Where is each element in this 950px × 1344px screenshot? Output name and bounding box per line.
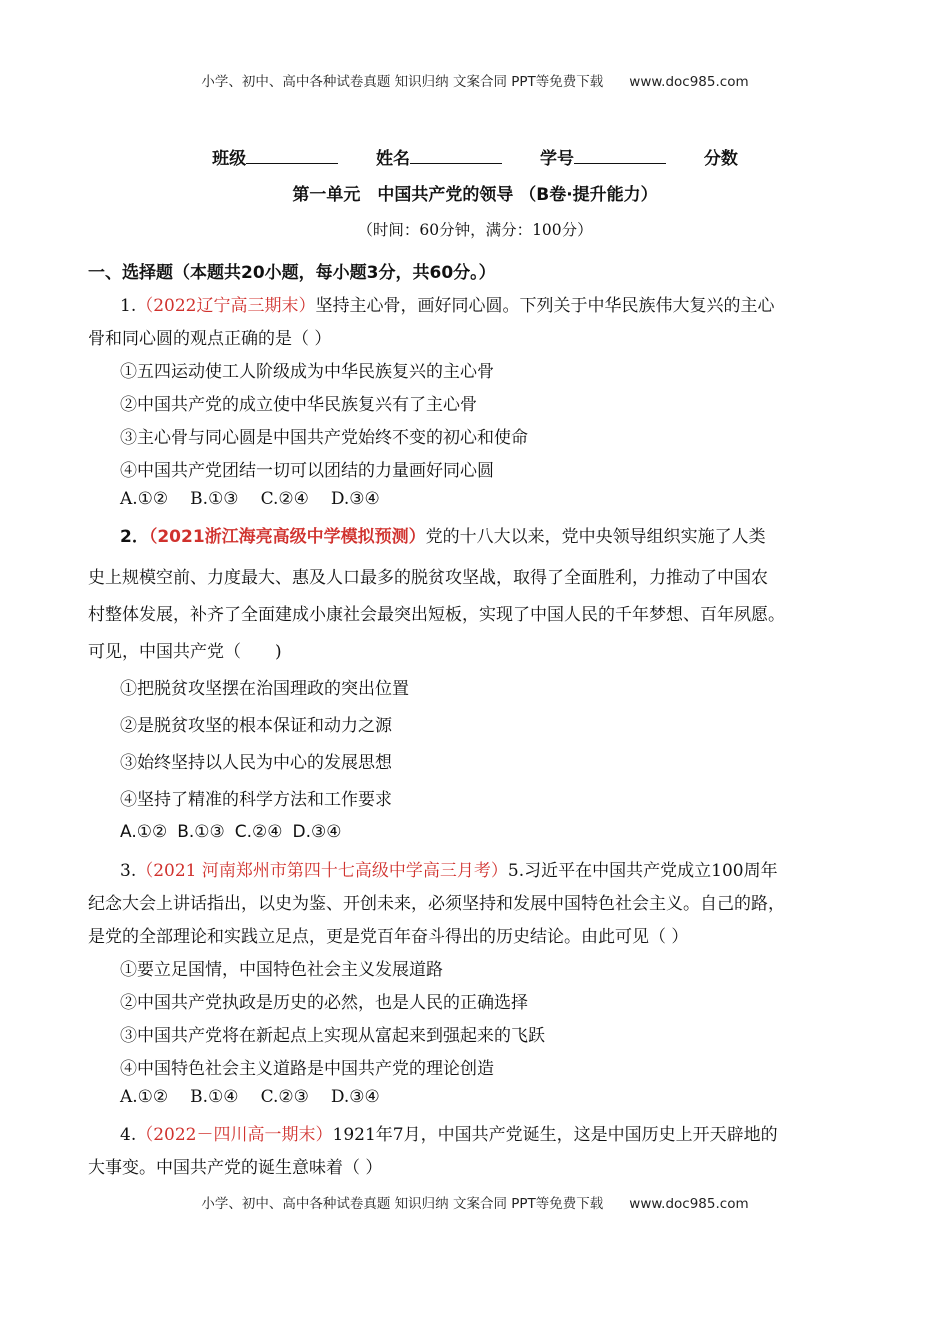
banner-site: www.doc985.com <box>629 74 749 90</box>
question-4-stem-line: 大事变。中国共产党的诞生意味着（ ） <box>88 1158 383 1178</box>
question-2-stem-line: 村整体发展，补齐了全面建成小康社会最突出短板，实现了中国人民的千年梦想、百年夙愿。 <box>88 605 785 625</box>
question-1-options <box>120 489 402 509</box>
top-banner <box>0 70 950 90</box>
question-2-item: ①把脱贫攻坚摆在治国理政的突出位置 <box>120 679 409 699</box>
bottom-banner <box>0 1192 950 1212</box>
option-b[interactable]: B.①③ <box>190 489 239 509</box>
question-2-item: ③始终坚持以人民为中心的发展思想 <box>120 753 392 773</box>
question-2-stem-line: 可见，中国共产党（ ) <box>88 642 282 662</box>
option-b[interactable]: B.①③ <box>177 822 225 842</box>
option-c[interactable]: C.②④ <box>260 489 309 509</box>
page-title: 第一单元 中国共产党的领导 （B卷·提升能力） <box>292 185 658 205</box>
student-id-field: 学号 <box>540 144 666 169</box>
banner-text: 小学、初中、高中各种试卷真题 知识归纳 文案合同 PPT等免费下载 <box>201 74 604 90</box>
question-source: （2022辽宁高三期末） <box>136 296 316 316</box>
question-source: （2021浙江海亮高级中学模拟预测） <box>148 527 426 547</box>
banner-site: www.doc985.com <box>629 1196 749 1212</box>
question-1-stem-line: 骨和同心圆的观点正确的是（ ） <box>88 329 332 349</box>
question-3-stem-line: 纪念大会上讲话指出，以史为鉴、开创未来，必须坚持和发展中国特色社会主义。自己的路， <box>88 894 785 914</box>
question-3-options <box>120 1087 402 1107</box>
question-1-item: ①五四运动使工人阶级成为中华民族复兴的主心骨 <box>120 362 494 382</box>
question-3-stem-line: 3.（2021 河南郑州市第四十七高级中学高三月考）5.习近平在中国共产党成立100周年 <box>120 861 778 881</box>
option-a[interactable]: A.①② <box>120 1087 169 1107</box>
option-d[interactable]: D.③④ <box>292 822 342 842</box>
option-c[interactable]: C.②③ <box>260 1087 309 1107</box>
student-info-row <box>0 144 950 169</box>
section-heading: 一、选择题（本题共20小题，每小题3分，共60分。） <box>88 263 496 283</box>
name-field: 姓名 <box>376 144 502 169</box>
question-2-stem-line: 2．（2021浙江海亮高级中学模拟预测）党的十八大以来，党中央领导组织实施了人类 <box>120 527 766 547</box>
question-3-stem-line: 是党的全部理论和实践立足点，更是党百年奋斗得出的历史结论。由此可见（ ） <box>88 927 689 947</box>
class-field: 班级 <box>212 144 338 169</box>
question-4-stem-line: 4.（2022－四川高一期末）1921年7月，中国共产党诞生，这是中国历史上开天辟地的 <box>120 1125 778 1145</box>
question-2-item: ④坚持了精准的科学方法和工作要求 <box>120 790 392 810</box>
exam-subtitle: （时间：60分钟，满分：100分） <box>357 221 593 239</box>
banner-text: 小学、初中、高中各种试卷真题 知识归纳 文案合同 PPT等免费下载 <box>201 1196 604 1212</box>
question-2-options <box>120 822 352 842</box>
question-1-stem-line: 1.（2022辽宁高三期末）坚持主心骨，画好同心圆。下列关于中华民族伟大复兴的主心 <box>120 296 775 316</box>
option-d[interactable]: D.③④ <box>330 1087 380 1107</box>
question-3-item: ②中国共产党执政是历史的必然，也是人民的正确选择 <box>120 993 528 1013</box>
question-source: （2022－四川高一期末） <box>136 1125 333 1145</box>
question-3-item: ④中国特色社会主义道路是中国共产党的理论创造 <box>120 1059 494 1079</box>
question-1-item: ④中国共产党团结一切可以团结的力量画好同心圆 <box>120 461 494 481</box>
option-c[interactable]: C.②④ <box>234 822 283 842</box>
option-b[interactable]: B.①④ <box>190 1087 239 1107</box>
question-2-item: ②是脱贫攻坚的根本保证和动力之源 <box>120 716 392 736</box>
option-a[interactable]: A.①② <box>120 822 168 842</box>
option-d[interactable]: D.③④ <box>330 489 380 509</box>
question-3-item: ①要立足国情，中国特色社会主义发展道路 <box>120 960 443 980</box>
question-1-item: ②中国共产党的成立使中华民族复兴有了主心骨 <box>120 395 477 415</box>
score-field: 分数 <box>703 149 738 169</box>
question-1-item: ③主心骨与同心圆是中国共产党始终不变的初心和使命 <box>120 428 528 448</box>
question-2-stem-line: 史上规模空前、力度最大、惠及人口最多的脱贫攻坚战，取得了全面胜利，力推动了中国农 <box>88 568 768 588</box>
option-a[interactable]: A.①② <box>120 489 169 509</box>
question-source: （2021 河南郑州市第四十七高级中学高三月考） <box>136 861 508 881</box>
question-3-item: ③中国共产党将在新起点上实现从富起来到强起来的飞跃 <box>120 1026 545 1046</box>
